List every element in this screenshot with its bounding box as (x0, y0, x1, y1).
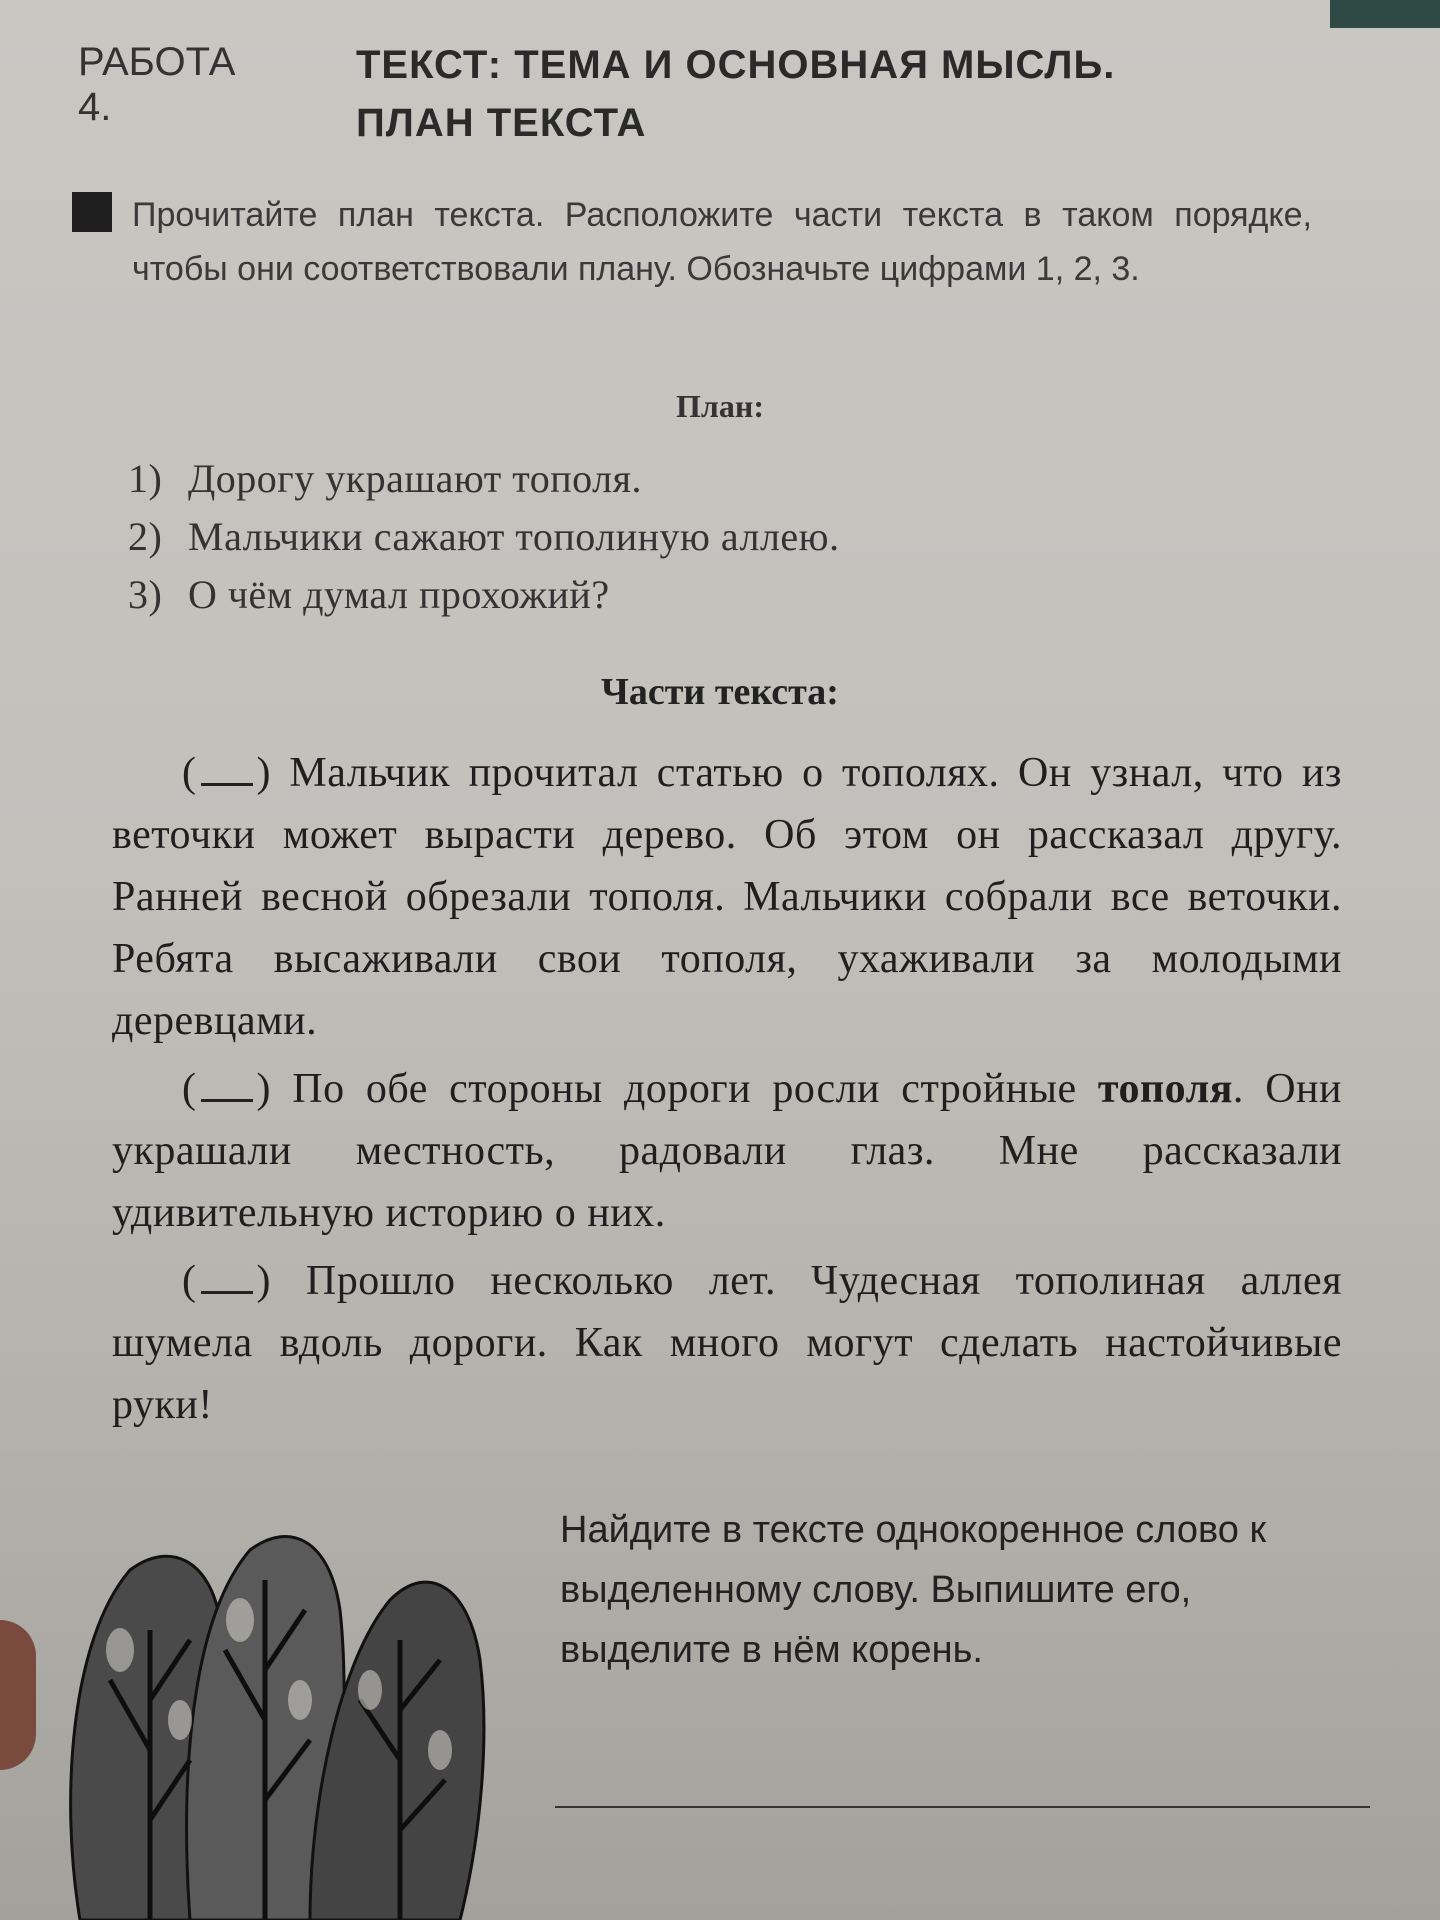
order-blank-2[interactable] (201, 1069, 253, 1102)
work-title-line-2: ПЛАН ТЕКСТА (356, 101, 647, 145)
text-part-content: По обе стороны дороги росли стройные (292, 1066, 1077, 1112)
bracket-close: ) (256, 1258, 271, 1304)
plan-item (128, 508, 1228, 566)
task-marker-square-icon (72, 192, 112, 232)
task-2-instruction: Найдите в тексте однокоренное слово к выделенному слову. Выпишите его, выделите в нём корень. (560, 1509, 1267, 1671)
finger-edge (0, 1620, 36, 1770)
plan-item-text: О чём думал прохожий? (188, 572, 610, 617)
text-part-content: Прошло несколько лет. Чудесная тополиная аллея шумела вдоль дороги. Как много могут сделать настойчивые руки! (112, 1258, 1343, 1428)
text-part-2 (112, 1058, 1342, 1244)
order-blank-3[interactable] (201, 1261, 253, 1294)
plan-item (128, 566, 1228, 624)
work-title (356, 36, 1336, 152)
highlighted-word: тополя (1097, 1066, 1233, 1112)
parts-heading: Части текста: (601, 671, 839, 713)
plan-item-number: 3) (128, 572, 163, 617)
answer-line[interactable] (555, 1806, 1370, 1808)
plan-item-number: 1) (128, 456, 163, 501)
poplar-trees-illustration-icon (40, 1500, 540, 1920)
plan-item-text: Мальчики сажают тополиную аллею. (188, 514, 840, 559)
text-part-3 (112, 1250, 1342, 1436)
plan-item-number: 2) (128, 514, 163, 559)
plan-item-text: Дорогу украшают тополя. (188, 456, 642, 501)
bracket-close: ) (256, 750, 271, 796)
bracket-open: ( (182, 1258, 197, 1304)
text-part-1 (112, 742, 1342, 1052)
text-part-content-rest: . Они украшали местность, радовали глаз. Мне рассказали удивительную историю о них. (112, 1066, 1342, 1236)
text-part-content: Мальчик прочитал статью о тополях. Он узнал, что из веточки может вырасти дерево. Об этом он рассказал другу. Ранней весной обрезали тополя. Мальчики собрали все веточки. Ребята высаживали свои тополя, ухаживали за молодыми деревцами. (112, 750, 1343, 1044)
plan-heading: План: (676, 388, 764, 424)
task-1-instruction: Прочитайте план текста. Расположите части текста в таком порядке, чтобы они соответствовали плану. Обозначьте цифрами 1, 2, 3. (132, 196, 1312, 288)
plan-item (128, 450, 1228, 508)
order-blank-1[interactable] (201, 753, 253, 786)
bracket-close: ) (256, 1066, 271, 1112)
plan-list (128, 450, 1228, 624)
text-parts (112, 742, 1342, 1442)
work-number: РАБОТА 4. (78, 40, 236, 129)
bracket-open: ( (182, 1066, 197, 1112)
book-cover-edge (1330, 0, 1440, 28)
bracket-open: ( (182, 750, 197, 796)
work-title-line-1: ТЕКСТ: ТЕМА И ОСНОВНАЯ МЫСЛЬ. (356, 43, 1116, 87)
